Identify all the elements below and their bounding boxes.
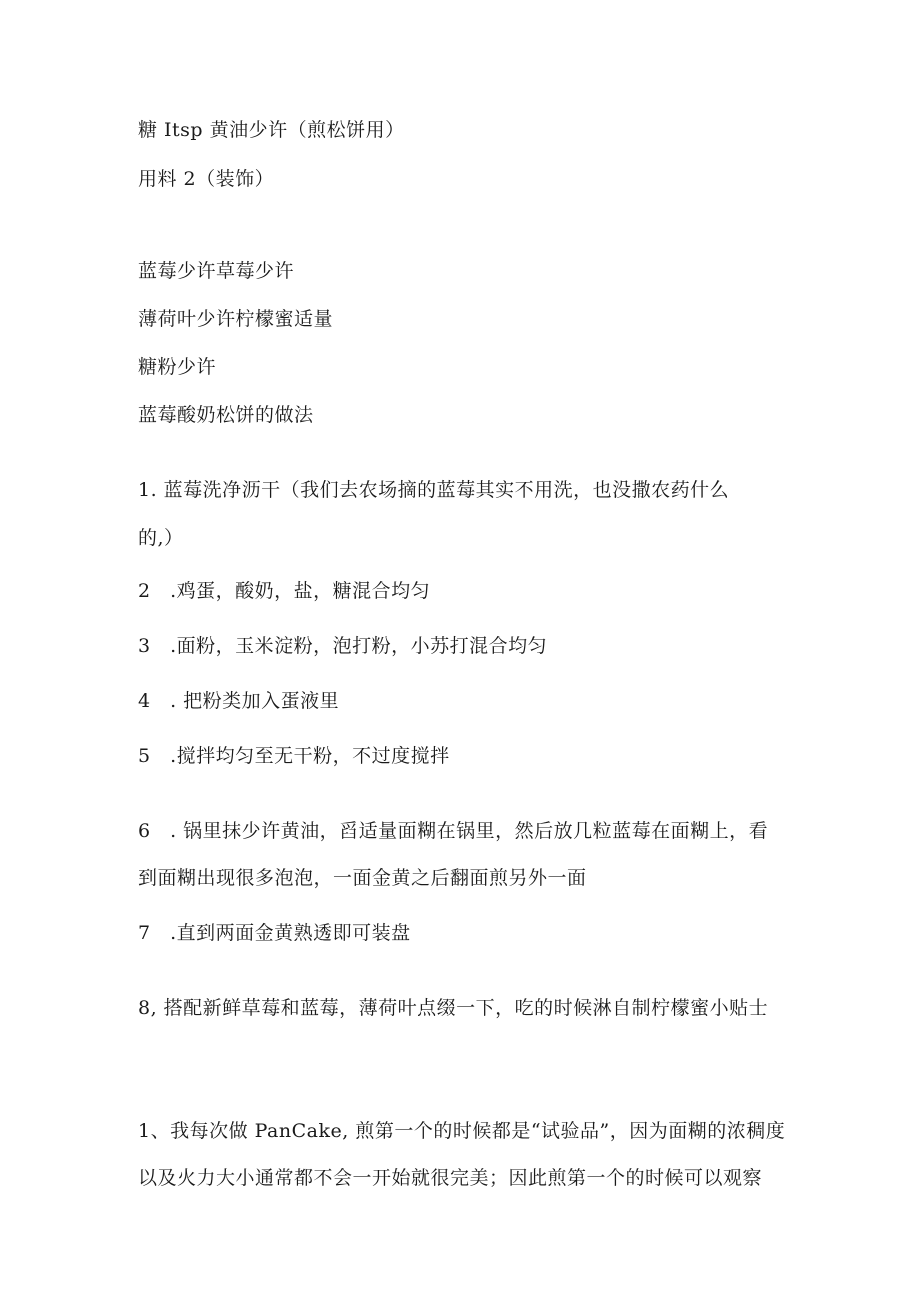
text-line: 7 .直到两面金黄熟透即可装盘 bbox=[138, 922, 411, 944]
text-line: 3 .面粉，玉米淀粉，泡打粉，小苏打混合均匀 bbox=[138, 635, 548, 657]
text-line: 5 .搅拌均匀至无干粉，不过度搅拌 bbox=[138, 745, 450, 767]
text-line: 到面糊出现很多泡泡，一面金黄之后翻面煎另外一面 bbox=[138, 867, 587, 889]
text-line: 糖 Itsp 黄油少许（煎松饼用） bbox=[138, 119, 405, 141]
text-line: 以及火力大小通常都不会一开始就很完美；因此煎第一个的时候可以观察 bbox=[138, 1167, 763, 1189]
text-line: 6 . 锅里抹少许黄油，舀适量面糊在锅里，然后放几粒蓝莓在面糊上，看 bbox=[138, 820, 769, 842]
text-line: 8, 搭配新鲜草莓和蓝莓，薄荷叶点缀一下，吃的时候淋自制柠檬蜜小贴士 bbox=[138, 997, 769, 1019]
text-line: 糖粉少许 bbox=[138, 356, 217, 378]
text-line: 4 . 把粉类加入蛋液里 bbox=[138, 690, 340, 712]
text-line: 1. 蓝莓洗净沥干（我们去农场摘的蓝莓其实不用洗，也没撒农药什么 bbox=[138, 479, 730, 501]
text-line: 用料 2（装饰） bbox=[138, 168, 275, 190]
text-line: 薄荷叶少许柠檬蜜适量 bbox=[138, 308, 334, 330]
text-line: 的,） bbox=[138, 527, 184, 549]
text-line: 2 .鸡蛋，酸奶，盐，糖混合均匀 bbox=[138, 580, 431, 602]
text-line: 蓝莓少许草莓少许 bbox=[138, 260, 295, 282]
text-line: 蓝莓酸奶松饼的做法 bbox=[138, 404, 314, 426]
text-line: 1、我每次做 PanCake, 煎第一个的时候都是“试验品”，因为面糊的浓稠度 bbox=[138, 1120, 786, 1142]
